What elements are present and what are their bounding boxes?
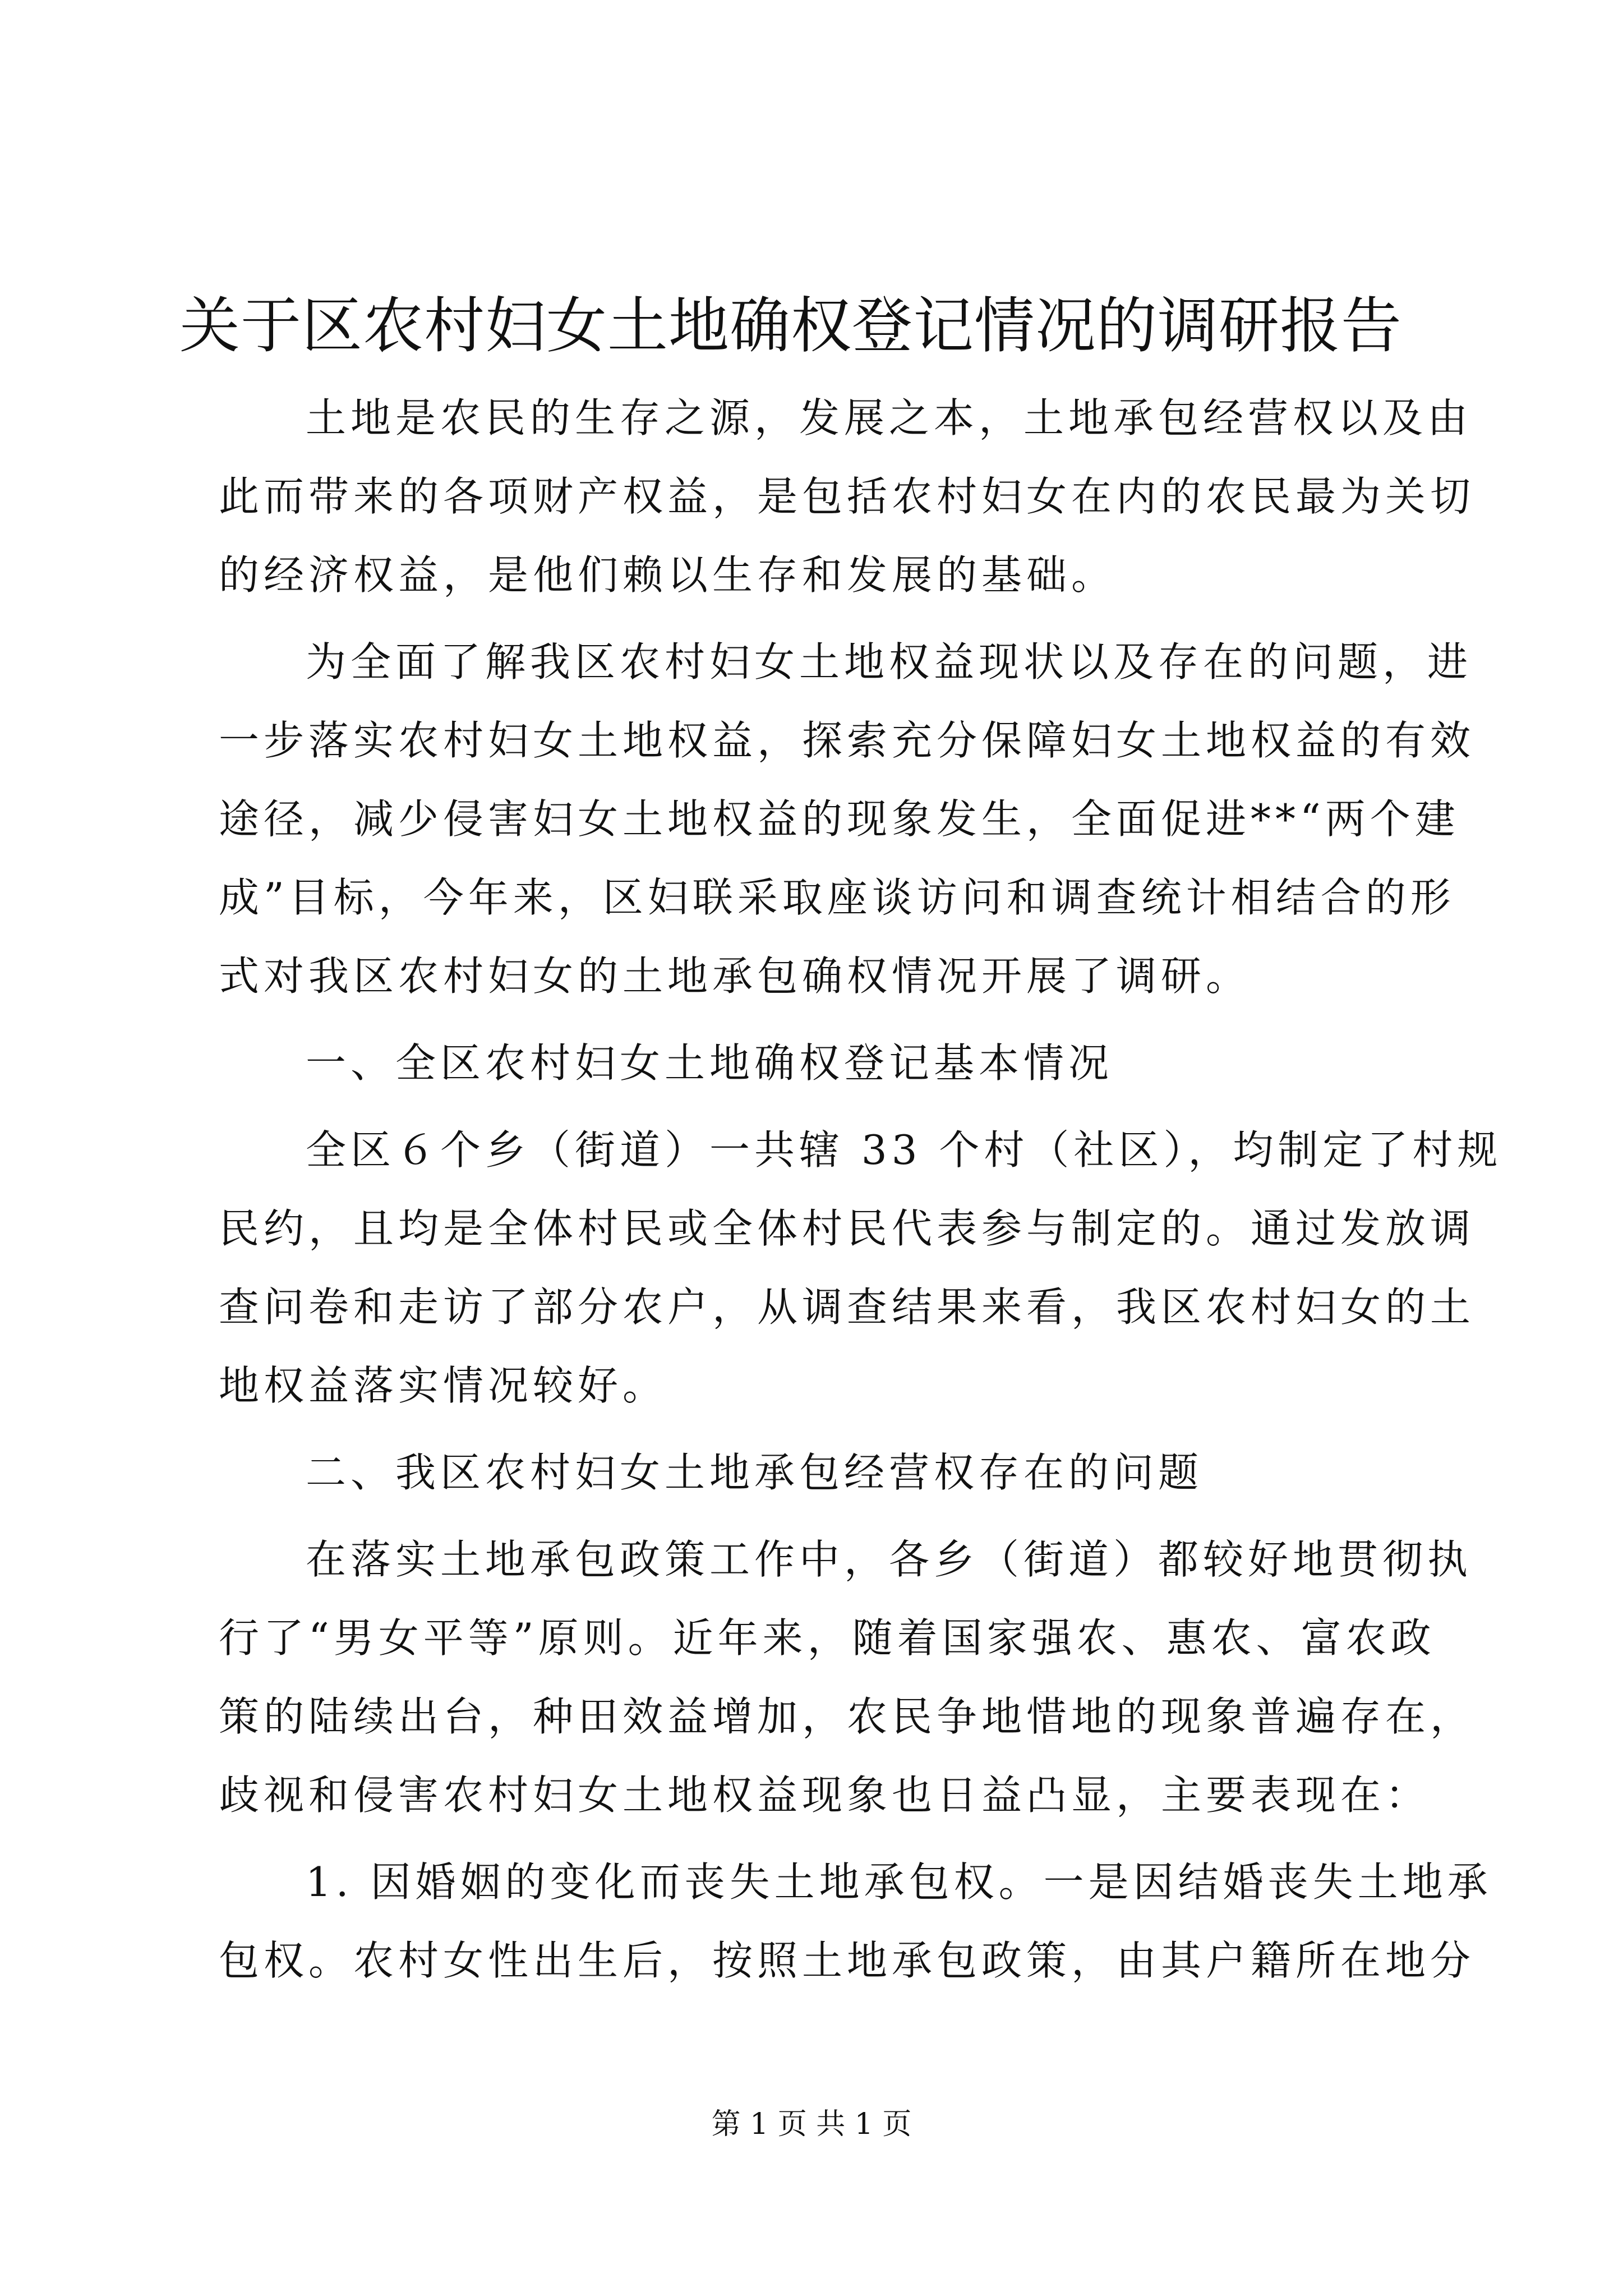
paragraph-line: 为全面了解我区农村妇女土地权益现状以及存在的问题，进 <box>306 638 1473 685</box>
paragraph-line: 在落实土地承包政策工作中，各乡（街道）都较好地贯彻执 <box>306 1536 1473 1583</box>
paragraph-line: 土地是农民的生存之源，发展之本，土地承包经营权以及由 <box>306 394 1473 441</box>
paragraph-line: 全区６个乡（街道）一共辖 33 个村（社区），均制定了村规 <box>306 1126 1502 1174</box>
paragraph-line: 的经济权益，是他们赖以生存和发展的基础。 <box>219 551 1117 599</box>
paragraph-line: 歧视和侵害农村妇女土地权益现象也日益凸显，主要表现在： <box>219 1772 1431 1819</box>
page-footer: 第 1 页 共 1 页 <box>711 2108 912 2141</box>
paragraph-line: 1. 因婚姻的变化而丧失土地承包权。一是因结婚丧失土地承 <box>306 1858 1492 1906</box>
paragraph-line: 查问卷和走访了部分农户，从调查结果来看，我区农村妇女的土 <box>219 1283 1476 1331</box>
section-heading: 一、全区农村妇女土地确权登记基本情况 <box>306 1039 1114 1087</box>
paragraph-line: 包权。农村女性出生后，按照土地承包政策，由其户籍所在地分 <box>219 1937 1476 1984</box>
paragraph-line: 此而带来的各项财产权益，是包括农村妇女在内的农民最为关切 <box>219 473 1476 520</box>
paragraph-line: 民约，且均是全体村民或全体村民代表参与制定的。通过发放调 <box>219 1205 1476 1252</box>
paragraph-line: 途径，减少侵害妇女土地权益的现象发生，全面促进**“两个建 <box>219 795 1460 843</box>
document-title: 关于区农村妇女土地确权登记情况的调研报告 <box>179 291 1403 361</box>
section-heading: 二、我区农村妇女土地承包经营权存在的问题 <box>306 1449 1204 1496</box>
paragraph-line: 成”目标，今年来，区妇联采取座谈访问和调查统计相结合的形 <box>219 874 1455 921</box>
paragraph-line: 行了“男女平等”原则。近年来，随着国家强农、惠农、富农政 <box>219 1614 1436 1662</box>
paragraph-line: 策的陆续出台，种田效益增加，农民争地惜地的现象普遍存在， <box>219 1693 1476 1740</box>
paragraph-line: 式对我区农村妇女的土地承包确权情况开展了调研。 <box>219 953 1251 1000</box>
paragraph-line: 一步落实农村妇女土地权益，探索充分保障妇女土地权益的有效 <box>219 717 1476 764</box>
paragraph-line: 地权益落实情况较好。 <box>219 1362 668 1409</box>
